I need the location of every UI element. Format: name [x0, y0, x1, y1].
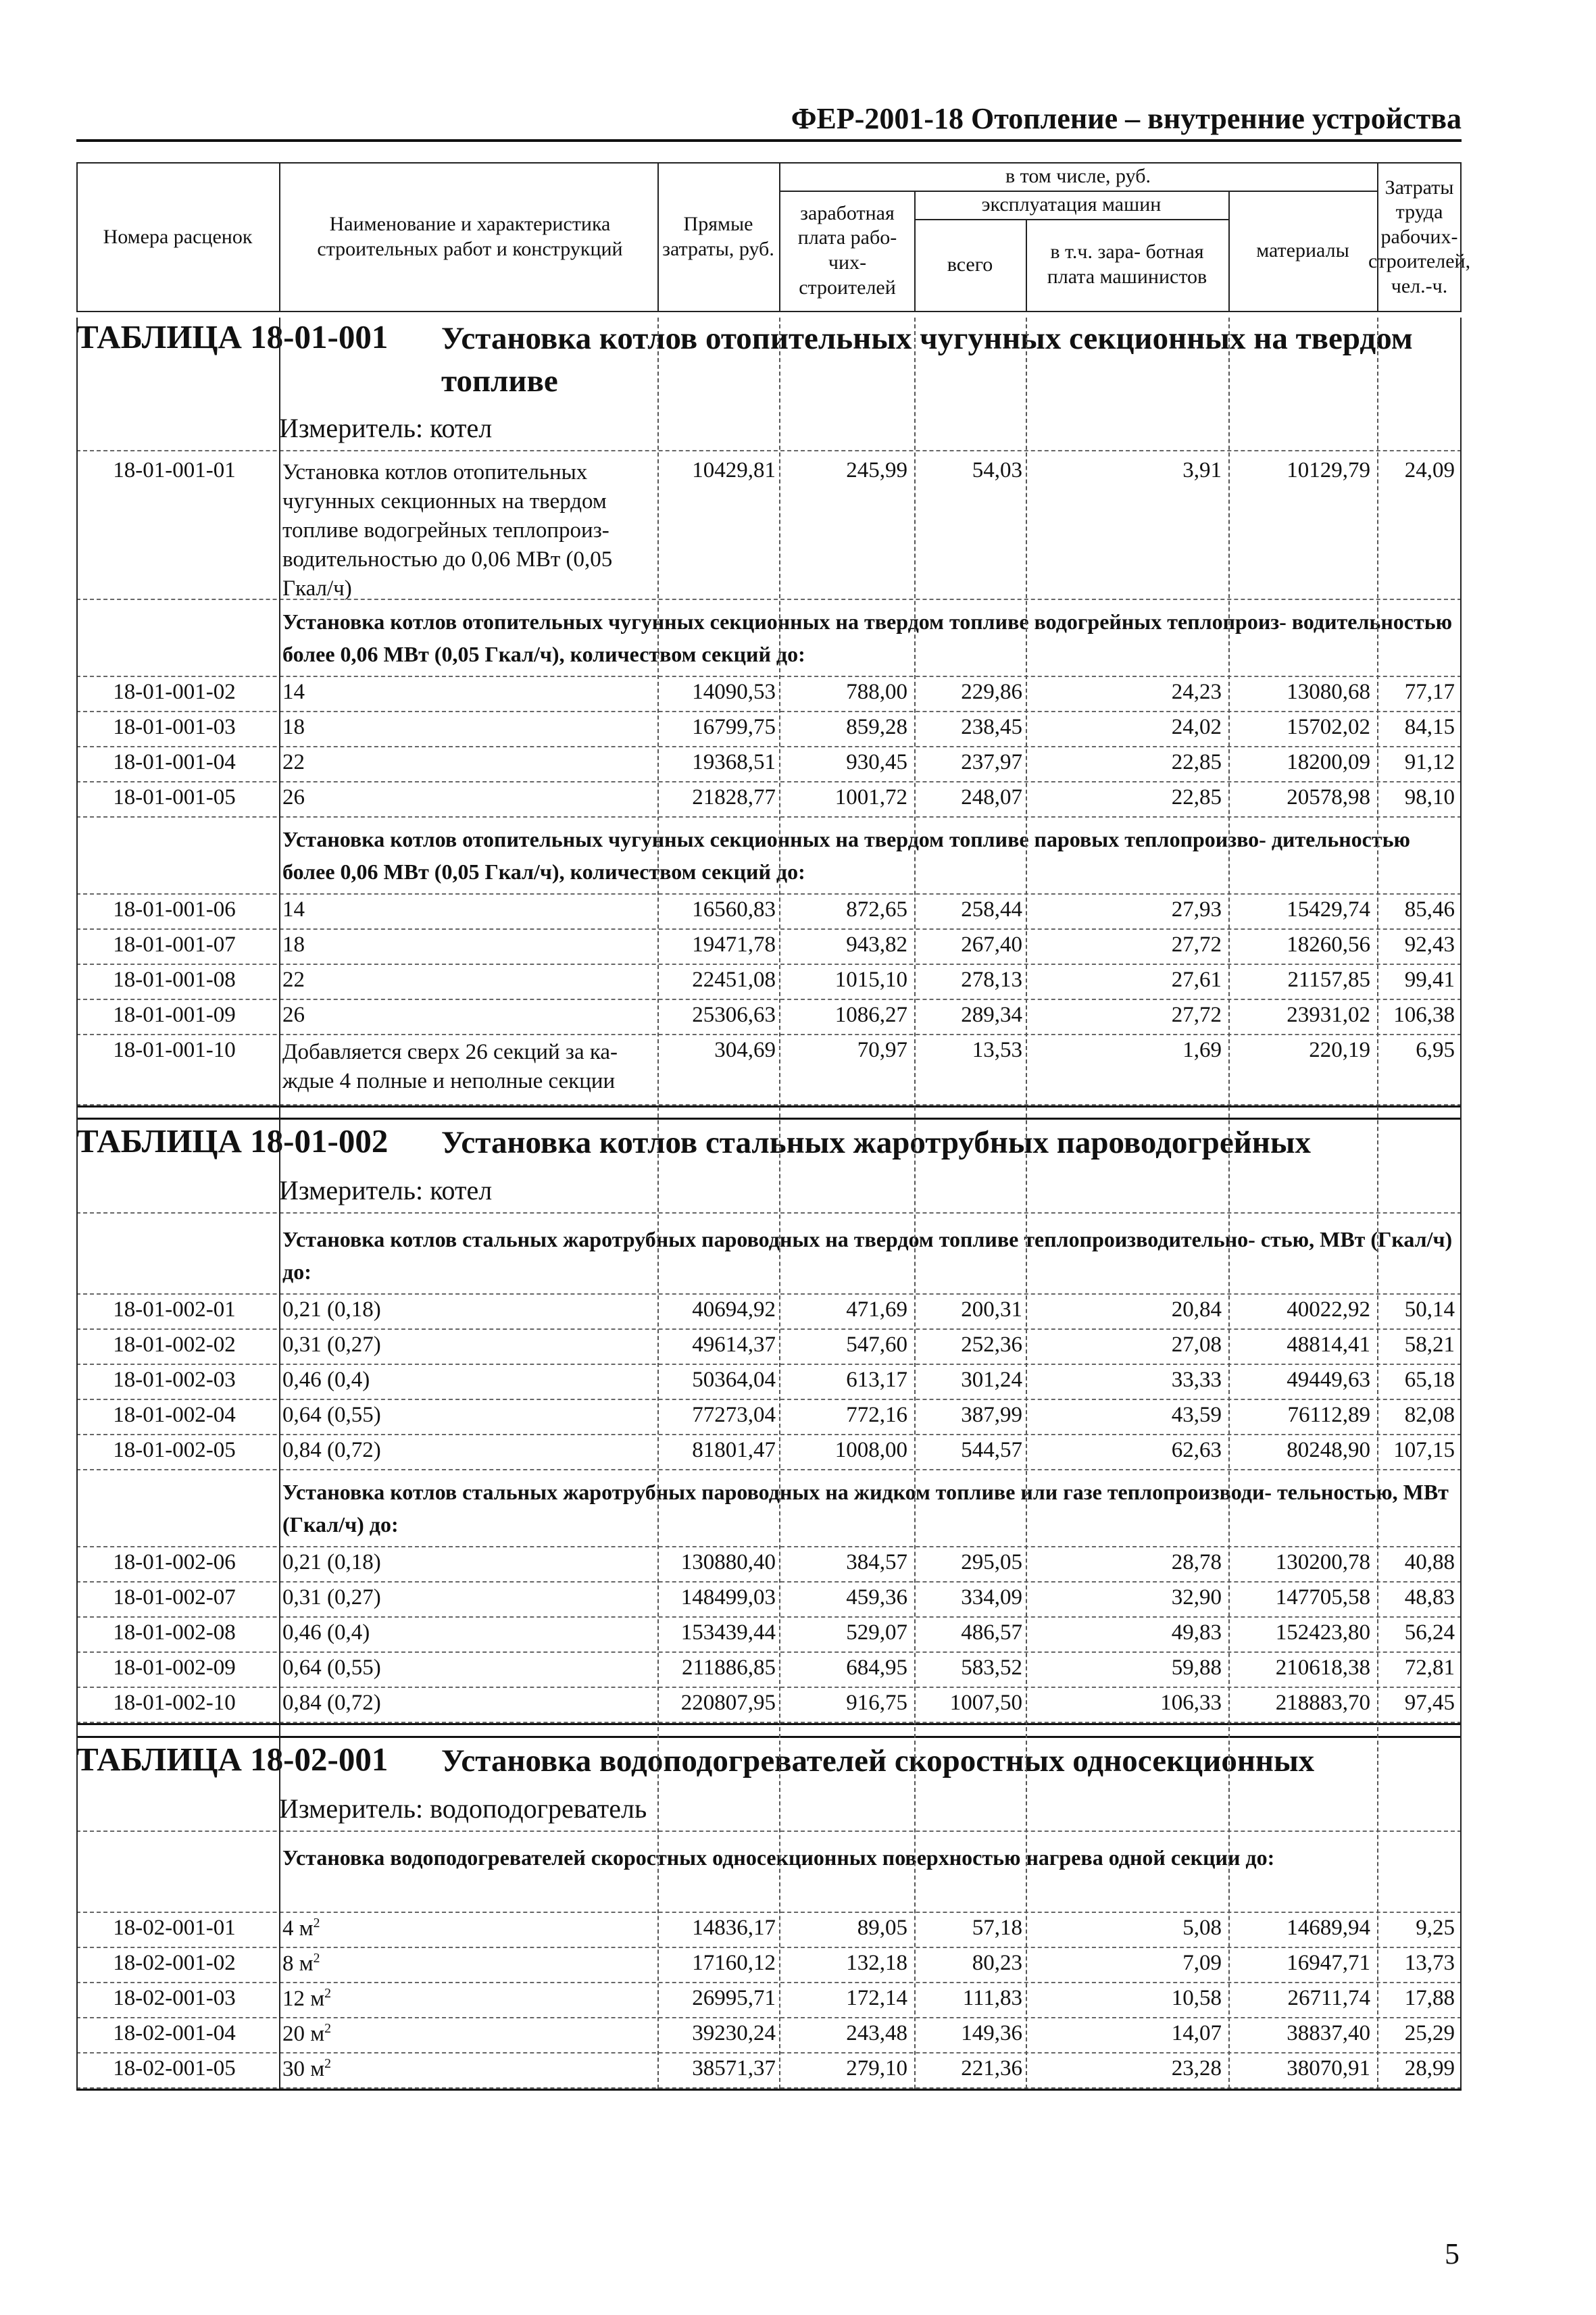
cell-name: 0,46 (0,4)	[282, 1620, 370, 1645]
cell-code: 18-01-002-04	[113, 1403, 236, 1427]
cell-materials: 14689,94	[1287, 1916, 1370, 1940]
cell-labor: 65,18	[1404, 1368, 1455, 1392]
cell-mwages: 27,61	[1171, 968, 1222, 992]
table-row	[76, 1034, 1462, 1104]
group-subtitle: Установка котлов стальных жаротрубных пароводных на твердом топливе теплопроизводительно- стью, МВт (Гкал/ч) до:	[282, 1227, 1453, 1284]
cell-unit-power: 2	[313, 1916, 320, 1931]
cell-labor: 77,17	[1404, 680, 1455, 704]
column-line	[779, 318, 780, 2089]
cell-code: 18-01-001-05	[113, 785, 236, 810]
cell-direct: 38571,37	[692, 2056, 776, 2081]
cell-wages: 1086,27	[834, 1003, 907, 1027]
cell-mtotal: 258,44	[961, 897, 1022, 922]
cell-code: 18-01-001-06	[113, 897, 236, 922]
cell-mwages: 49,83	[1171, 1620, 1222, 1645]
table-row	[76, 1434, 1462, 1469]
table-measure: Измеритель: котел	[279, 413, 493, 443]
cell-wages: 547,60	[846, 1333, 907, 1357]
cell-wages: 172,14	[846, 1986, 907, 2010]
col-incl: в том числе, руб.	[1005, 164, 1151, 187]
table-row	[76, 676, 1462, 711]
cell-direct: 16799,75	[692, 715, 776, 739]
cell-code: 18-01-001-07	[113, 932, 236, 957]
page-header: ФЕР-2001-18 Отопление – внутренние устройства	[791, 102, 1462, 135]
col-materials: материалы	[1256, 239, 1349, 262]
page-number: 5	[1445, 2237, 1460, 2270]
cell-wages: 859,28	[846, 715, 907, 739]
cell-mtotal: 149,36	[961, 2021, 1022, 2045]
cell-code: 18-02-001-01	[113, 1916, 236, 1940]
cell-direct: 39230,24	[692, 2021, 776, 2045]
cell-mwages: 27,93	[1171, 897, 1222, 922]
table-row	[76, 1581, 1462, 1616]
cell-materials: 80248,90	[1287, 1438, 1370, 1462]
cell-direct: 26995,71	[692, 1986, 776, 2010]
table-row	[76, 746, 1462, 781]
cell-mtotal: 289,34	[961, 1003, 1022, 1027]
cell-mtotal: 544,57	[961, 1438, 1022, 1462]
cell-wages: 89,05	[857, 1916, 907, 1940]
cell-wages: 772,16	[846, 1403, 907, 1427]
cell-materials: 26711,74	[1287, 1986, 1370, 2010]
cell-wages: 279,10	[846, 2056, 907, 2081]
table-row	[76, 1947, 1462, 1982]
cell-labor: 40,88	[1404, 1550, 1455, 1574]
cell-wages: 1015,10	[834, 968, 907, 992]
cell-direct: 49614,37	[692, 1333, 776, 1357]
cell-direct: 130880,40	[680, 1550, 776, 1574]
cell-name-value: 12	[282, 1987, 305, 2011]
cell-wages: 788,00	[846, 680, 907, 704]
cell-mtotal: 1007,50	[949, 1691, 1022, 1715]
cell-mtotal: 54,03	[972, 458, 1022, 482]
cell-name: 26	[282, 1003, 305, 1027]
cell-wages: 916,75	[846, 1691, 907, 1715]
cell-name-value: 20	[282, 2022, 305, 2046]
cell-wages: 930,45	[846, 750, 907, 774]
cell-direct: 25306,63	[692, 1003, 776, 1027]
column-line	[914, 318, 916, 2089]
cell-wages: 384,57	[846, 1550, 907, 1574]
cell-labor: 9,25	[1416, 1916, 1455, 1940]
cell-mwages: 106,33	[1160, 1691, 1222, 1715]
cell-wages: 613,17	[846, 1368, 907, 1392]
cell-materials: 18200,09	[1287, 750, 1370, 774]
col-name: Наименование и характеристика строительных работ и конструкций	[317, 213, 623, 260]
cell-materials: 147705,58	[1275, 1585, 1370, 1610]
cell-mwages: 33,33	[1171, 1368, 1222, 1392]
cell-labor: 85,46	[1404, 897, 1455, 922]
cell-unit: м	[299, 1951, 314, 1976]
cell-labor: 72,81	[1404, 1656, 1455, 1680]
cell-labor: 17,88	[1404, 1986, 1455, 2010]
table-row	[76, 893, 1462, 928]
row-separator	[76, 450, 1462, 451]
cell-mtotal: 486,57	[961, 1620, 1022, 1645]
cell-code: 18-02-001-04	[113, 2021, 236, 2045]
cell-name: 14	[282, 897, 305, 922]
cell-mtotal: 221,36	[961, 2056, 1022, 2081]
cell-code: 18-01-001-01	[113, 458, 236, 482]
cell-mwages: 14,07	[1171, 2021, 1222, 2045]
cell-code: 18-01-001-04	[113, 750, 236, 774]
cell-direct: 220807,95	[680, 1691, 776, 1715]
cell-mwages: 27,72	[1171, 932, 1222, 957]
cell-direct: 81801,47	[692, 1438, 776, 1462]
cell-materials: 48814,41	[1287, 1333, 1370, 1357]
cell-mwages: 43,59	[1171, 1403, 1222, 1427]
cell-materials: 15702,02	[1287, 715, 1370, 739]
table-bottom-rule	[76, 1723, 1462, 1725]
cell-materials: 220,19	[1309, 1038, 1370, 1062]
table-row	[76, 999, 1462, 1034]
cell-name: 0,64 (0,55)	[282, 1656, 381, 1680]
table-row	[76, 1651, 1462, 1687]
cell-materials: 130200,78	[1275, 1550, 1370, 1574]
table-top-rule	[76, 1736, 1462, 1738]
cell-name-value: 8	[282, 1951, 294, 1976]
cell-labor: 6,95	[1416, 1038, 1455, 1062]
cell-mtotal: 334,09	[961, 1585, 1022, 1610]
cell-labor: 97,45	[1404, 1691, 1455, 1715]
group-subtitle: Установка водоподогревателей скоростных односекционных поверхностью нагрева одной секции до:	[282, 1845, 1275, 1870]
cell-code: 18-01-002-01	[113, 1297, 236, 1322]
cell-code: 18-01-001-02	[113, 680, 236, 704]
cell-labor: 92,43	[1404, 932, 1455, 957]
cell-labor: 24,09	[1404, 458, 1455, 482]
cell-materials: 38837,40	[1287, 2021, 1370, 2045]
cell-mtotal: 583,52	[961, 1656, 1022, 1680]
table-measure: Измеритель: котел	[279, 1175, 493, 1205]
cell-name	[282, 1951, 651, 1976]
group-subtitle: Установка котлов стальных жаротрубных пароводных на жидком топливе или газе теплопроизводи- тельностью, МВт (Гкал/ч) до:	[282, 1480, 1449, 1537]
cell-labor: 107,15	[1393, 1438, 1455, 1462]
cell-wages: 529,07	[846, 1620, 907, 1645]
cell-wages: 1001,72	[834, 785, 907, 810]
row-separator	[76, 816, 1462, 818]
cell-mwages: 24,02	[1171, 715, 1222, 739]
table-row	[76, 2052, 1462, 2087]
table-row	[76, 2017, 1462, 2052]
cell-labor: 84,15	[1404, 715, 1455, 739]
col-direct: Прямые затраты, руб.	[662, 213, 774, 260]
table-row	[76, 1912, 1462, 1947]
cell-code: 18-01-001-09	[113, 1003, 236, 1027]
col-wages: заработная плата рабо- чих- строителей	[797, 201, 897, 299]
cell-mtotal: 111,83	[962, 1986, 1022, 2010]
cell-labor: 48,83	[1404, 1585, 1455, 1610]
cell-materials: 15429,74	[1287, 897, 1370, 922]
table-code: ТАБЛИЦА 18-01-001	[76, 318, 389, 355]
cell-direct: 153439,44	[680, 1620, 776, 1645]
cell-name: 22	[282, 750, 305, 774]
cell-direct: 21828,77	[692, 785, 776, 810]
cell-unit: м	[299, 1916, 314, 1941]
cell-code: 18-01-001-03	[113, 715, 236, 739]
cell-wages: 943,82	[846, 932, 907, 957]
cell-mtotal: 200,31	[961, 1297, 1022, 1322]
cell-name: 0,64 (0,55)	[282, 1403, 381, 1427]
cell-name: 0,84 (0,72)	[282, 1438, 381, 1462]
cell-mwages: 62,63	[1171, 1438, 1222, 1462]
cell-direct: 14836,17	[692, 1916, 776, 1940]
cell-labor: 58,21	[1404, 1333, 1455, 1357]
cell-name: 14	[282, 680, 305, 704]
cell-mtotal: 229,86	[961, 680, 1022, 704]
cell-mwages: 1,69	[1182, 1038, 1222, 1062]
cell-materials: 218883,70	[1275, 1691, 1370, 1715]
cell-materials: 49449,63	[1287, 1368, 1370, 1392]
cell-mwages: 10,58	[1171, 1986, 1222, 2010]
cell-mtotal: 13,53	[972, 1038, 1022, 1062]
cell-materials: 20578,98	[1287, 785, 1370, 810]
cell-wages: 70,97	[857, 1038, 907, 1062]
table-row	[76, 928, 1462, 964]
cell-wages: 872,65	[846, 897, 907, 922]
cell-code: 18-02-001-03	[113, 1986, 236, 2010]
column-line	[279, 318, 280, 2089]
col-machines: эксплуатация машин	[981, 193, 1162, 216]
table-measure: Измеритель: водоподогреватель	[279, 1793, 647, 1824]
cell-direct: 211886,85	[681, 1656, 776, 1680]
cell-direct: 22451,08	[692, 968, 776, 992]
cell-name: 0,21 (0,18)	[282, 1297, 381, 1322]
table-row	[76, 1293, 1462, 1328]
col-machines-wages: в т.ч. зара- ботная плата машинистов	[1047, 241, 1207, 288]
cell-direct: 17160,12	[692, 1951, 776, 1975]
cell-direct: 148499,03	[680, 1585, 776, 1610]
cell-wages: 243,48	[846, 2021, 907, 2045]
cell-direct: 19368,51	[692, 750, 776, 774]
cell-wages: 684,95	[846, 1656, 907, 1680]
cell-name	[282, 1986, 651, 2012]
cell-wages: 132,18	[846, 1951, 907, 1975]
cell-code: 18-02-001-05	[113, 2056, 236, 2081]
cell-labor: 106,38	[1393, 1003, 1455, 1027]
column-line	[657, 318, 659, 2089]
cell-mtotal: 295,05	[961, 1550, 1022, 1574]
cell-code: 18-01-002-08	[113, 1620, 236, 1645]
cell-materials: 18260,56	[1287, 932, 1370, 957]
cell-mwages: 7,09	[1182, 1951, 1222, 1975]
cell-code: 18-01-002-07	[113, 1585, 236, 1610]
cell-code: 18-01-002-09	[113, 1656, 236, 1680]
row-separator	[76, 1831, 1462, 1832]
table-row	[76, 1687, 1462, 1722]
cell-materials: 38070,91	[1287, 2056, 1370, 2081]
cell-name: Добавляется сверх 26 секций за ка- ждые 4 полные и неполные секции	[282, 1040, 618, 1093]
cell-wages: 459,36	[846, 1585, 907, 1610]
cell-mtotal: 252,36	[961, 1333, 1022, 1357]
cell-direct: 304,69	[714, 1038, 776, 1062]
table-code: ТАБЛИЦА 18-01-002	[76, 1122, 389, 1160]
cell-code: 18-02-001-02	[113, 1951, 236, 1975]
cell-code: 18-01-002-05	[113, 1438, 236, 1462]
column-line	[1460, 318, 1462, 2089]
cell-wages: 1008,00	[834, 1438, 907, 1462]
table-row	[76, 1982, 1462, 2017]
cell-name	[282, 2056, 651, 2082]
cell-code: 18-01-002-02	[113, 1333, 236, 1357]
cell-materials: 210618,38	[1275, 1656, 1370, 1680]
cell-mwages: 22,85	[1171, 750, 1222, 774]
table-row	[76, 1546, 1462, 1581]
cell-name-value: 30	[282, 2057, 305, 2081]
table-name: Установка котлов отопительных чугунных секционных на твердом топливе	[441, 321, 1413, 399]
cell-mwages: 27,08	[1171, 1333, 1222, 1357]
table-row	[76, 711, 1462, 746]
table-row	[76, 454, 1462, 599]
table-row	[76, 1364, 1462, 1399]
cell-name: 0,84 (0,72)	[282, 1691, 381, 1715]
table-code: ТАБЛИЦА 18-02-001	[76, 1741, 389, 1778]
cell-code: 18-01-002-03	[113, 1368, 236, 1392]
cell-mtotal: 267,40	[961, 932, 1022, 957]
cell-name: 0,31 (0,27)	[282, 1585, 381, 1610]
cell-mtotal: 57,18	[972, 1916, 1022, 1940]
cell-name	[282, 1916, 651, 1941]
cell-name: 0,46 (0,4)	[282, 1368, 370, 1392]
cell-mtotal: 248,07	[961, 785, 1022, 810]
table-row	[76, 964, 1462, 999]
cell-materials: 10129,79	[1287, 458, 1370, 482]
cell-materials: 21157,85	[1287, 968, 1370, 992]
column-line	[1026, 318, 1027, 2089]
column-line	[1377, 318, 1378, 2089]
cell-labor: 99,41	[1404, 968, 1455, 992]
cell-direct: 16560,83	[692, 897, 776, 922]
cell-labor: 98,10	[1404, 785, 1455, 810]
cell-name: Установка котлов отопительных чугунных секционных на твердом топливе водогрейных теплопроиз- водительностью до 0,06 МВт (0,05 Гкал/ч)	[282, 460, 613, 601]
cell-mwages: 20,84	[1171, 1297, 1222, 1322]
cell-labor: 13,73	[1404, 1951, 1455, 1975]
cell-unit-power: 2	[324, 1986, 332, 2001]
cell-direct: 40694,92	[692, 1297, 776, 1322]
row-separator	[76, 1469, 1462, 1470]
cell-labor: 91,12	[1404, 750, 1455, 774]
table-top-rule	[76, 1118, 1462, 1120]
cell-code: 18-01-002-10	[113, 1691, 236, 1715]
cell-direct: 50364,04	[692, 1368, 776, 1392]
cell-materials: 16947,71	[1287, 1951, 1370, 1975]
cell-direct: 10429,81	[692, 458, 776, 482]
table-bottom-rule	[76, 1105, 1462, 1107]
cell-name: 18	[282, 715, 305, 739]
cell-name	[282, 2021, 651, 2047]
cell-materials: 23931,02	[1287, 1003, 1370, 1027]
column-line	[1228, 318, 1230, 2089]
table-row	[76, 1328, 1462, 1364]
table-row	[76, 1399, 1462, 1434]
cell-materials: 40022,92	[1287, 1297, 1370, 1322]
table-bottom-rule	[76, 2089, 1462, 2091]
cell-code: 18-01-001-08	[113, 968, 236, 992]
cell-labor: 56,24	[1404, 1620, 1455, 1645]
cell-mwages: 28,78	[1171, 1550, 1222, 1574]
cell-labor: 50,14	[1404, 1297, 1455, 1322]
cell-labor: 28,99	[1404, 2056, 1455, 2081]
cell-mtotal: 238,45	[961, 715, 1022, 739]
cell-mtotal: 387,99	[961, 1403, 1022, 1427]
cell-mtotal: 301,24	[961, 1368, 1022, 1392]
header-line	[279, 162, 280, 312]
cell-name: 0,31 (0,27)	[282, 1333, 381, 1357]
col-code: Номера расценок	[103, 225, 253, 248]
cell-mtotal: 237,97	[961, 750, 1022, 774]
cell-unit: м	[310, 2022, 325, 2046]
column-header	[76, 162, 1471, 312]
table-name: Установка водоподогревателей скоростных односекционных	[441, 1743, 1315, 1778]
row-separator	[76, 1212, 1462, 1214]
cell-materials: 13080,68	[1287, 680, 1370, 704]
cell-unit-power: 2	[313, 1951, 320, 1966]
cell-name: 22	[282, 968, 305, 992]
table-name: Установка котлов стальных жаротрубных пароводогрейных	[441, 1125, 1312, 1160]
group-subtitle: Установка котлов отопительных чугунных секционных на твердом топливе паровых теплопроизво- дительностью более 0,06 МВт (0,05 Гкал/ч), количеством секций до:	[282, 827, 1410, 884]
table-row	[76, 1616, 1462, 1651]
cell-labor: 82,08	[1404, 1403, 1455, 1427]
cell-direct: 77273,04	[692, 1403, 776, 1427]
cell-name-value: 4	[282, 1916, 294, 1941]
cell-mwages: 3,91	[1182, 458, 1222, 482]
cell-mwages: 23,28	[1171, 2056, 1222, 2081]
cell-mtotal: 278,13	[961, 968, 1022, 992]
cell-mwages: 5,08	[1182, 1916, 1222, 1940]
header-rule	[76, 139, 1462, 142]
cell-materials: 76112,89	[1287, 1403, 1370, 1427]
cell-labor: 25,29	[1404, 2021, 1455, 2045]
cell-mwages: 59,88	[1171, 1656, 1222, 1680]
cell-mwages: 24,23	[1171, 680, 1222, 704]
col-labor: Затраты труда рабочих- строителей, чел.-ч.	[1368, 176, 1471, 297]
cell-materials: 152423,80	[1275, 1620, 1370, 1645]
cell-mwages: 27,72	[1171, 1003, 1222, 1027]
cell-unit-power: 2	[324, 2021, 332, 2036]
cell-name: 0,21 (0,18)	[282, 1550, 381, 1574]
cell-code: 18-01-001-10	[113, 1038, 236, 1062]
group-subtitle: Установка котлов отопительных чугунных секционных на твердом топливе водогрейных теплопроиз- водительностью более 0,06 МВт (0,05 Гкал/ч), количеством секций до:	[282, 609, 1453, 666]
cell-direct: 19471,78	[692, 932, 776, 957]
cell-direct: 14090,53	[692, 680, 776, 704]
cell-unit-power: 2	[324, 2056, 332, 2071]
cell-wages: 471,69	[846, 1297, 907, 1322]
cell-unit: м	[310, 1987, 325, 2011]
cell-unit: м	[310, 2057, 325, 2081]
cell-name: 18	[282, 932, 305, 957]
column-line	[76, 318, 78, 2089]
col-machines-total: всего	[947, 253, 993, 276]
cell-mwages: 32,90	[1171, 1585, 1222, 1610]
cell-mtotal: 80,23	[972, 1951, 1022, 1975]
table-row	[76, 781, 1462, 816]
cell-mwages: 22,85	[1171, 785, 1222, 810]
row-separator	[76, 599, 1462, 600]
cell-code: 18-01-002-06	[113, 1550, 236, 1574]
cell-wages: 245,99	[846, 458, 907, 482]
cell-name: 26	[282, 785, 305, 810]
